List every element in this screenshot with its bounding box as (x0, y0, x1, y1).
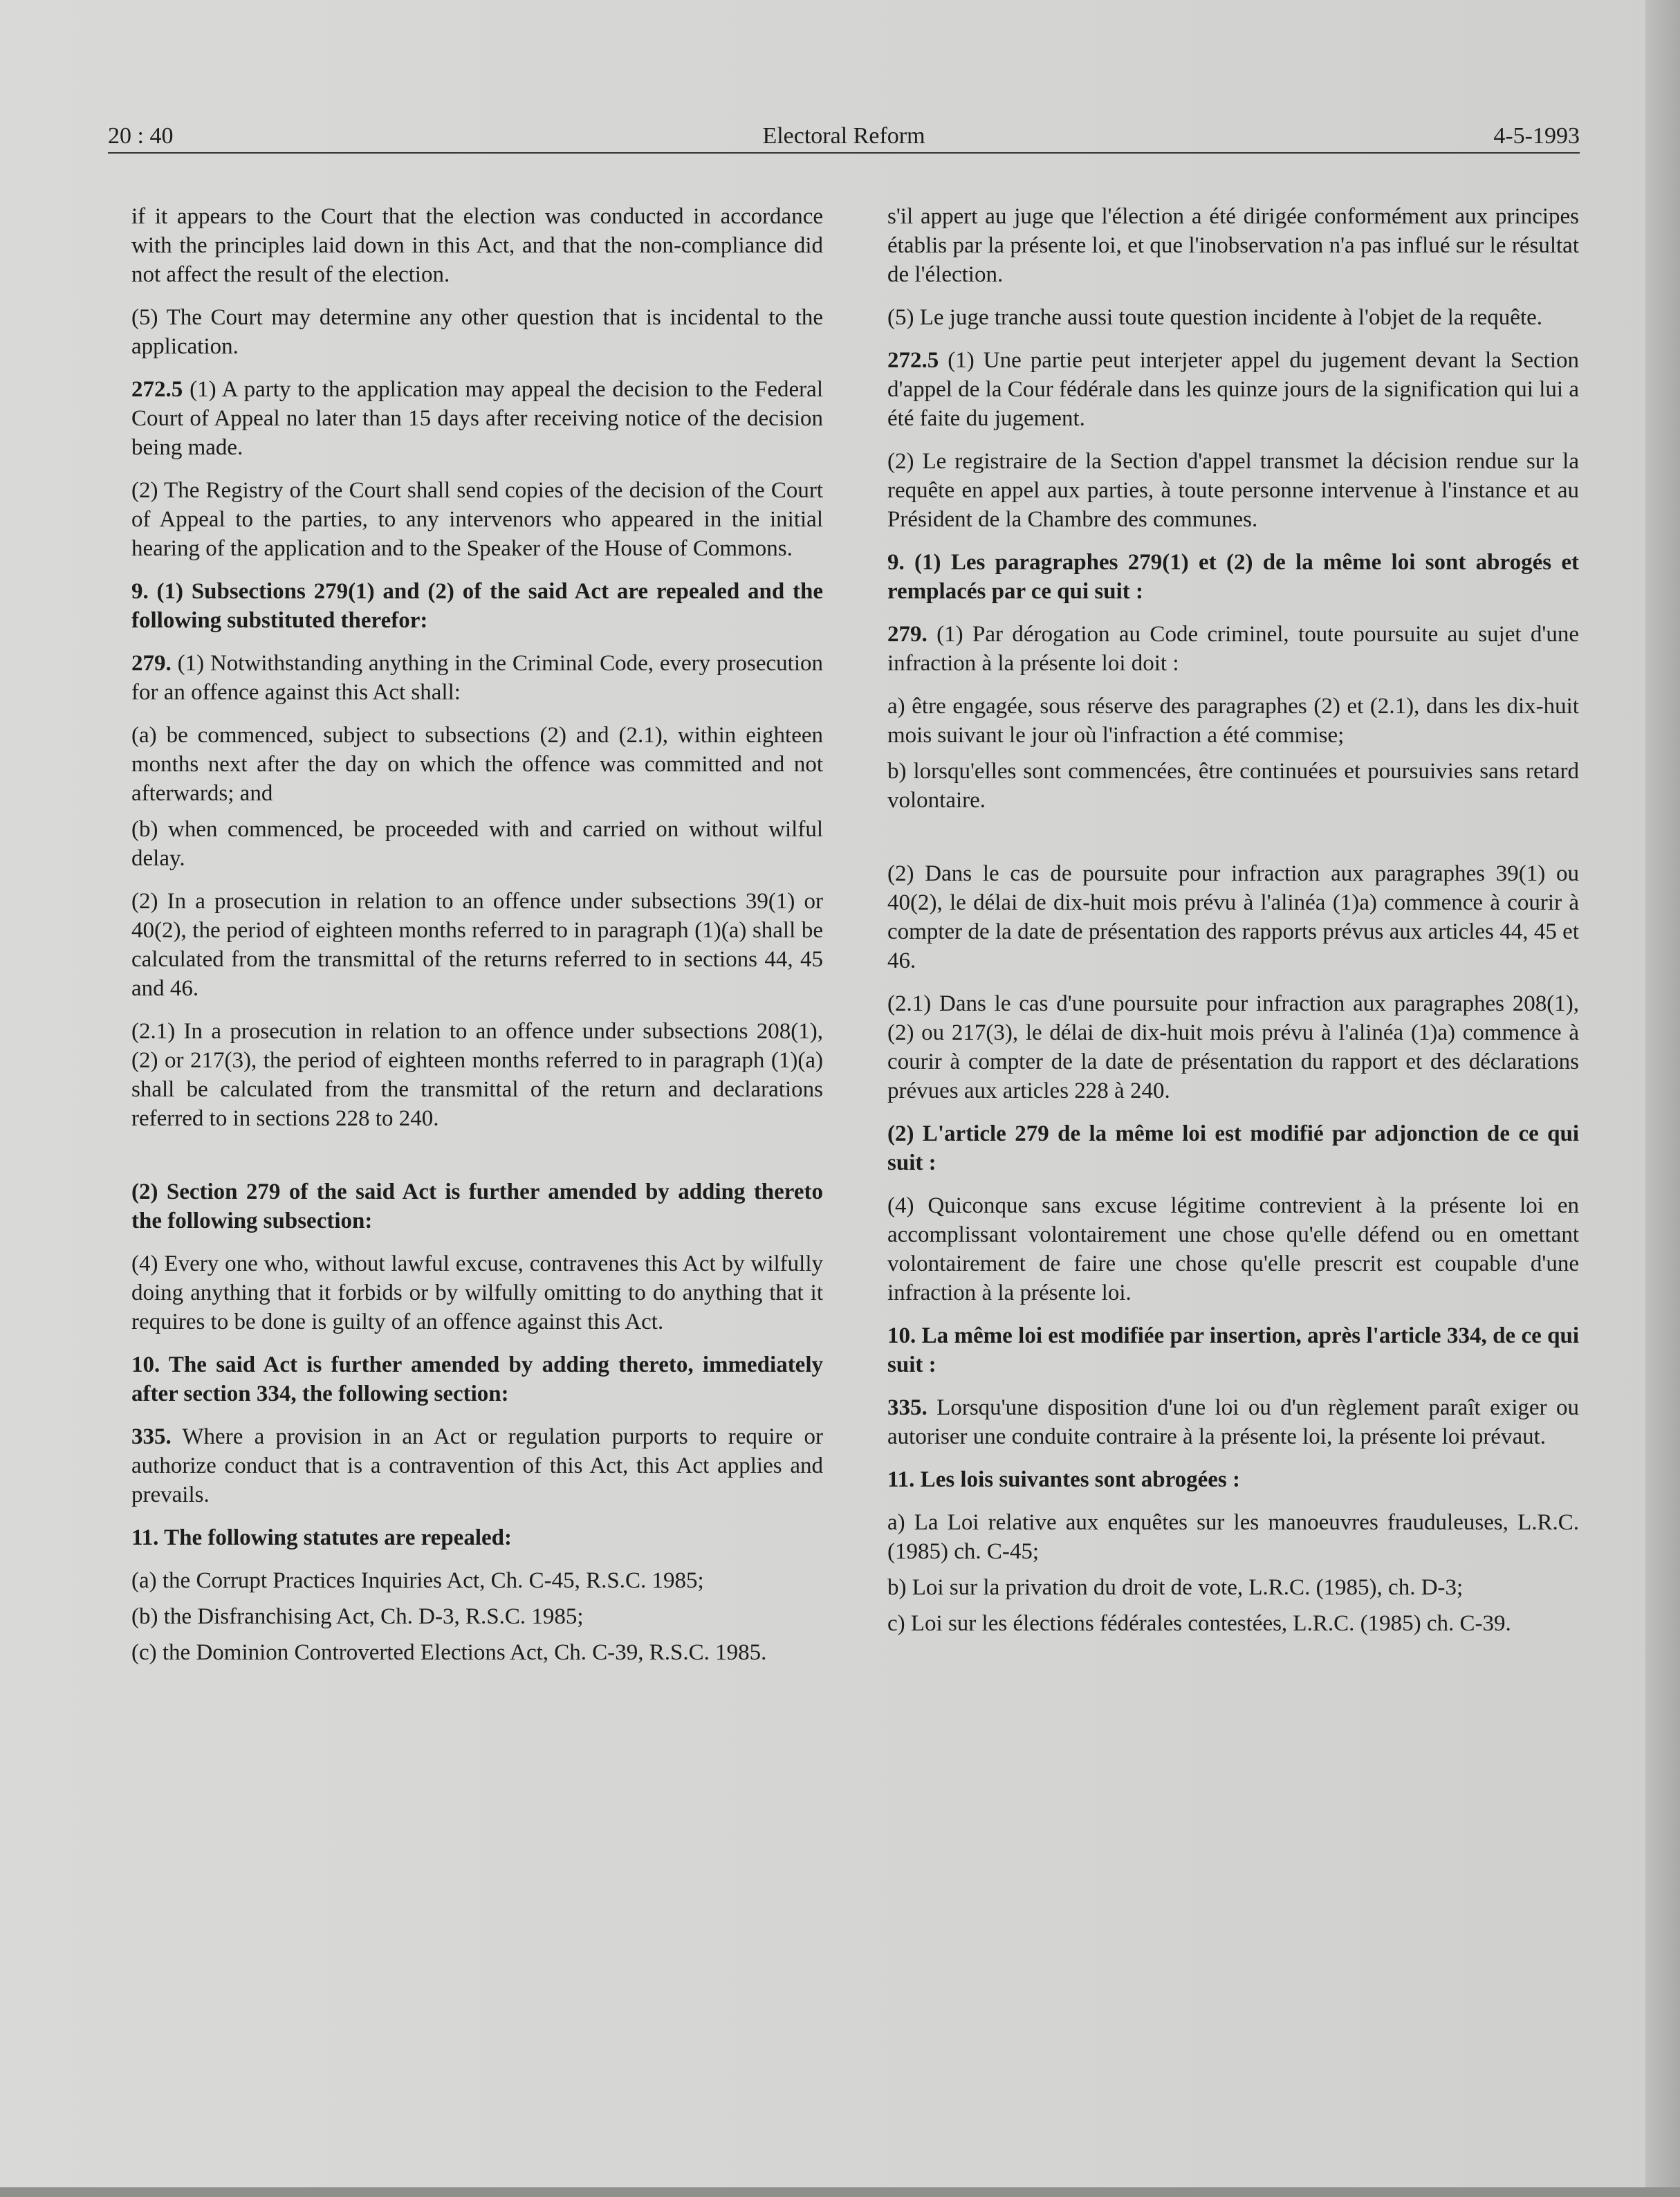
page-edge-shadow (1645, 0, 1680, 2197)
amendment-heading: (2) Section 279 of the said Act is further amended by adding thereto the following subsection: (131, 1179, 823, 1233)
running-header (108, 122, 1580, 154)
paragraph: if it appears to the Court that the election was conducted in accordance with the principles laid down in this Act, and that the non-compliance did not affect the result of the election. (131, 204, 823, 287)
section-number: 279. (131, 651, 172, 676)
list-item: b) Loi sur la privation du droit de vote, L.R.C. (1985), ch. D-3; (887, 1575, 1464, 1600)
section-paragraph (131, 375, 823, 462)
paragraph: (2) In a prosecution in relation to an offence under subsections 39(1) or 40(2), the period of eighteen months referred to in paragraph (1)(a) shall be calculated from the transmittal of the returns referred to in sections 44, 45 and 46. (131, 889, 823, 1001)
section-number: 335. (131, 1424, 172, 1449)
amendment-heading: 10. The said Act is further amended by adding thereto, immediately after section 334, the following section: (131, 1352, 823, 1406)
paragraph: (2) Le registraire de la Section d'appel transmet la décision rendue sur la requête en appel aux parties, à toute personne intervenue à l'instance et au Président de la Chambre des communes. (887, 449, 1579, 532)
paragraph: (5) Le juge tranche aussi toute question incidente à l'objet de la requête. (887, 305, 1543, 330)
paragraph: (4) Quiconque sans excuse légitime contrevient à la présente loi en accomplissant volontairement une chose qu'elle défend ou en omettant volontairement de faire une chose qu'elle prescrit est coupable d'une infraction à la présente loi. (887, 1193, 1579, 1305)
section-number: 335. (887, 1395, 927, 1420)
paragraph: (2.1) In a prosecution in relation to an offence under subsections 208(1), (2) or 217(3), the period of eighteen months referred to in paragraph (1)(a) shall be calculated from the transmittal of the return and declarations referred to in sections 228 to 240. (131, 1019, 823, 1131)
amendment-heading: 10. La même loi est modifiée par insertion, après l'article 334, de ce qui suit : (887, 1323, 1579, 1377)
section-text: (1) Par dérogation au Code criminel, toute poursuite au sujet d'une infraction à la présente loi doit : (887, 622, 1579, 676)
section-number: 279. (887, 622, 927, 647)
paragraph-spacer (131, 1147, 823, 1177)
section-paragraph (131, 1422, 823, 1509)
page-bottom-edge (0, 2187, 1680, 2197)
section-text: (1) Notwithstanding anything in the Criminal Code, every prosecution for an offence against this Act shall: (131, 651, 823, 705)
list-item: c) Loi sur les élections fédérales contestées, L.R.C. (1985) ch. C-39. (887, 1611, 1511, 1636)
header-date: 4-5-1993 (1493, 123, 1580, 149)
header-title: Electoral Reform (762, 123, 925, 149)
section-paragraph (887, 620, 1579, 678)
page-number: 20 : 40 (108, 123, 174, 149)
section-number: 272.5 (887, 348, 939, 373)
paragraph: b) lorsqu'elles sont commencées, être continuées et poursuivies sans retard volontaire. (887, 759, 1579, 813)
paragraph: (2) The Registry of the Court shall send copies of the decision of the Court of Appeal to the parties, to any intervenors who appeared in the initial hearing of the application and to the Speaker of the House of Commons. (131, 478, 823, 561)
list-item: (a) be commenced, subject to subsections (2) and (2.1), within eighteen months next after the day on which the offence was committed and not afterwards; and (131, 723, 823, 806)
french-column (887, 202, 1579, 1645)
paragraph: (5) The Court may determine any other question that is incidental to the application. (131, 305, 823, 359)
paragraph: (b) when commenced, be proceeded with and carried on without wilful delay. (131, 817, 823, 871)
amendment-heading: 9. (1) Les paragraphes 279(1) et (2) de la même loi sont abrogés et remplacés par ce qui suit : (887, 550, 1579, 604)
amendment-heading: 11. The following statutes are repealed: (131, 1525, 512, 1550)
amendment-heading: 11. Les lois suivantes sont abrogées : (887, 1467, 1241, 1492)
amendment-heading: 9. (1) Subsections 279(1) and (2) of the said Act are repealed and the following substituted therefor: (131, 579, 823, 633)
section-paragraph (887, 346, 1579, 433)
section-text: Lorsqu'une disposition d'une loi ou d'un règlement paraît exiger ou autoriser une conduite contraire à la présente loi, la présente loi prévaut. (887, 1395, 1579, 1449)
section-text: Where a provision in an Act or regulation purports to require or authorize conduct that is a contravention of this Act, this Act applies and prevails. (131, 1424, 823, 1507)
paragraph-spacer (887, 829, 1579, 859)
section-paragraph (887, 1393, 1579, 1451)
section-text: (1) Une partie peut interjeter appel du jugement devant la Section d'appel de la Cour fédérale dans les quinze jours de la signification qui lui a été faite du jugement. (887, 348, 1579, 431)
list-item: a) être engagée, sous réserve des paragraphes (2) et (2.1), dans les dix-huit mois suivant le jour où l'infraction a été commise; (887, 694, 1579, 748)
list-item: a) La Loi relative aux enquêtes sur les manoeuvres frauduleuses, L.R.C. (1985) ch. C-45; (887, 1510, 1579, 1564)
section-paragraph (131, 649, 823, 707)
paragraph: s'il appert au juge que l'élection a été dirigée conformément aux principes établis par la présente loi, et que l'inobservation n'a pas influé sur le résultat de l'élection. (887, 204, 1579, 287)
section-text: (1) A party to the application may appeal the decision to the Federal Court of Appeal no later than 15 days after receiving notice of the decision being made. (131, 377, 823, 460)
paragraph: (4) Every one who, without lawful excuse, contravenes this Act by wilfully doing anything that it forbids or by wilfully omitting to do anything that it requires to be done is guilty of an offence against this Act. (131, 1251, 823, 1334)
list-item: (c) the Dominion Controverted Elections Act, Ch. C-39, R.S.C. 1985. (131, 1640, 767, 1665)
amendment-heading: (2) L'article 279 de la même loi est modifié par adjonction de ce qui suit : (887, 1121, 1579, 1175)
list-item: (b) the Disfranchising Act, Ch. D-3, R.S.C. 1985; (131, 1604, 584, 1629)
paragraph: (2) Dans le cas de poursuite pour infraction aux paragraphes 39(1) ou 40(2), le délai de dix-huit mois prévu à l'alinéa (1)a) commence à courir à compter de la date de présentation des rapports prévus aux articles 44, 45 et 46. (887, 861, 1579, 973)
paragraph: (2.1) Dans le cas d'une poursuite pour infraction aux paragraphes 208(1), (2) ou 217(3), le délai de dix-huit mois prévu à l'alinéa (1)a) commence à courir à compter de la date de présentation du rapport et des déclarations prévues aux articles 228 à 240. (887, 991, 1579, 1103)
list-item: (a) the Corrupt Practices Inquiries Act, Ch. C-45, R.S.C. 1985; (131, 1568, 704, 1593)
english-column (131, 202, 823, 1674)
section-number: 272.5 (131, 377, 183, 402)
